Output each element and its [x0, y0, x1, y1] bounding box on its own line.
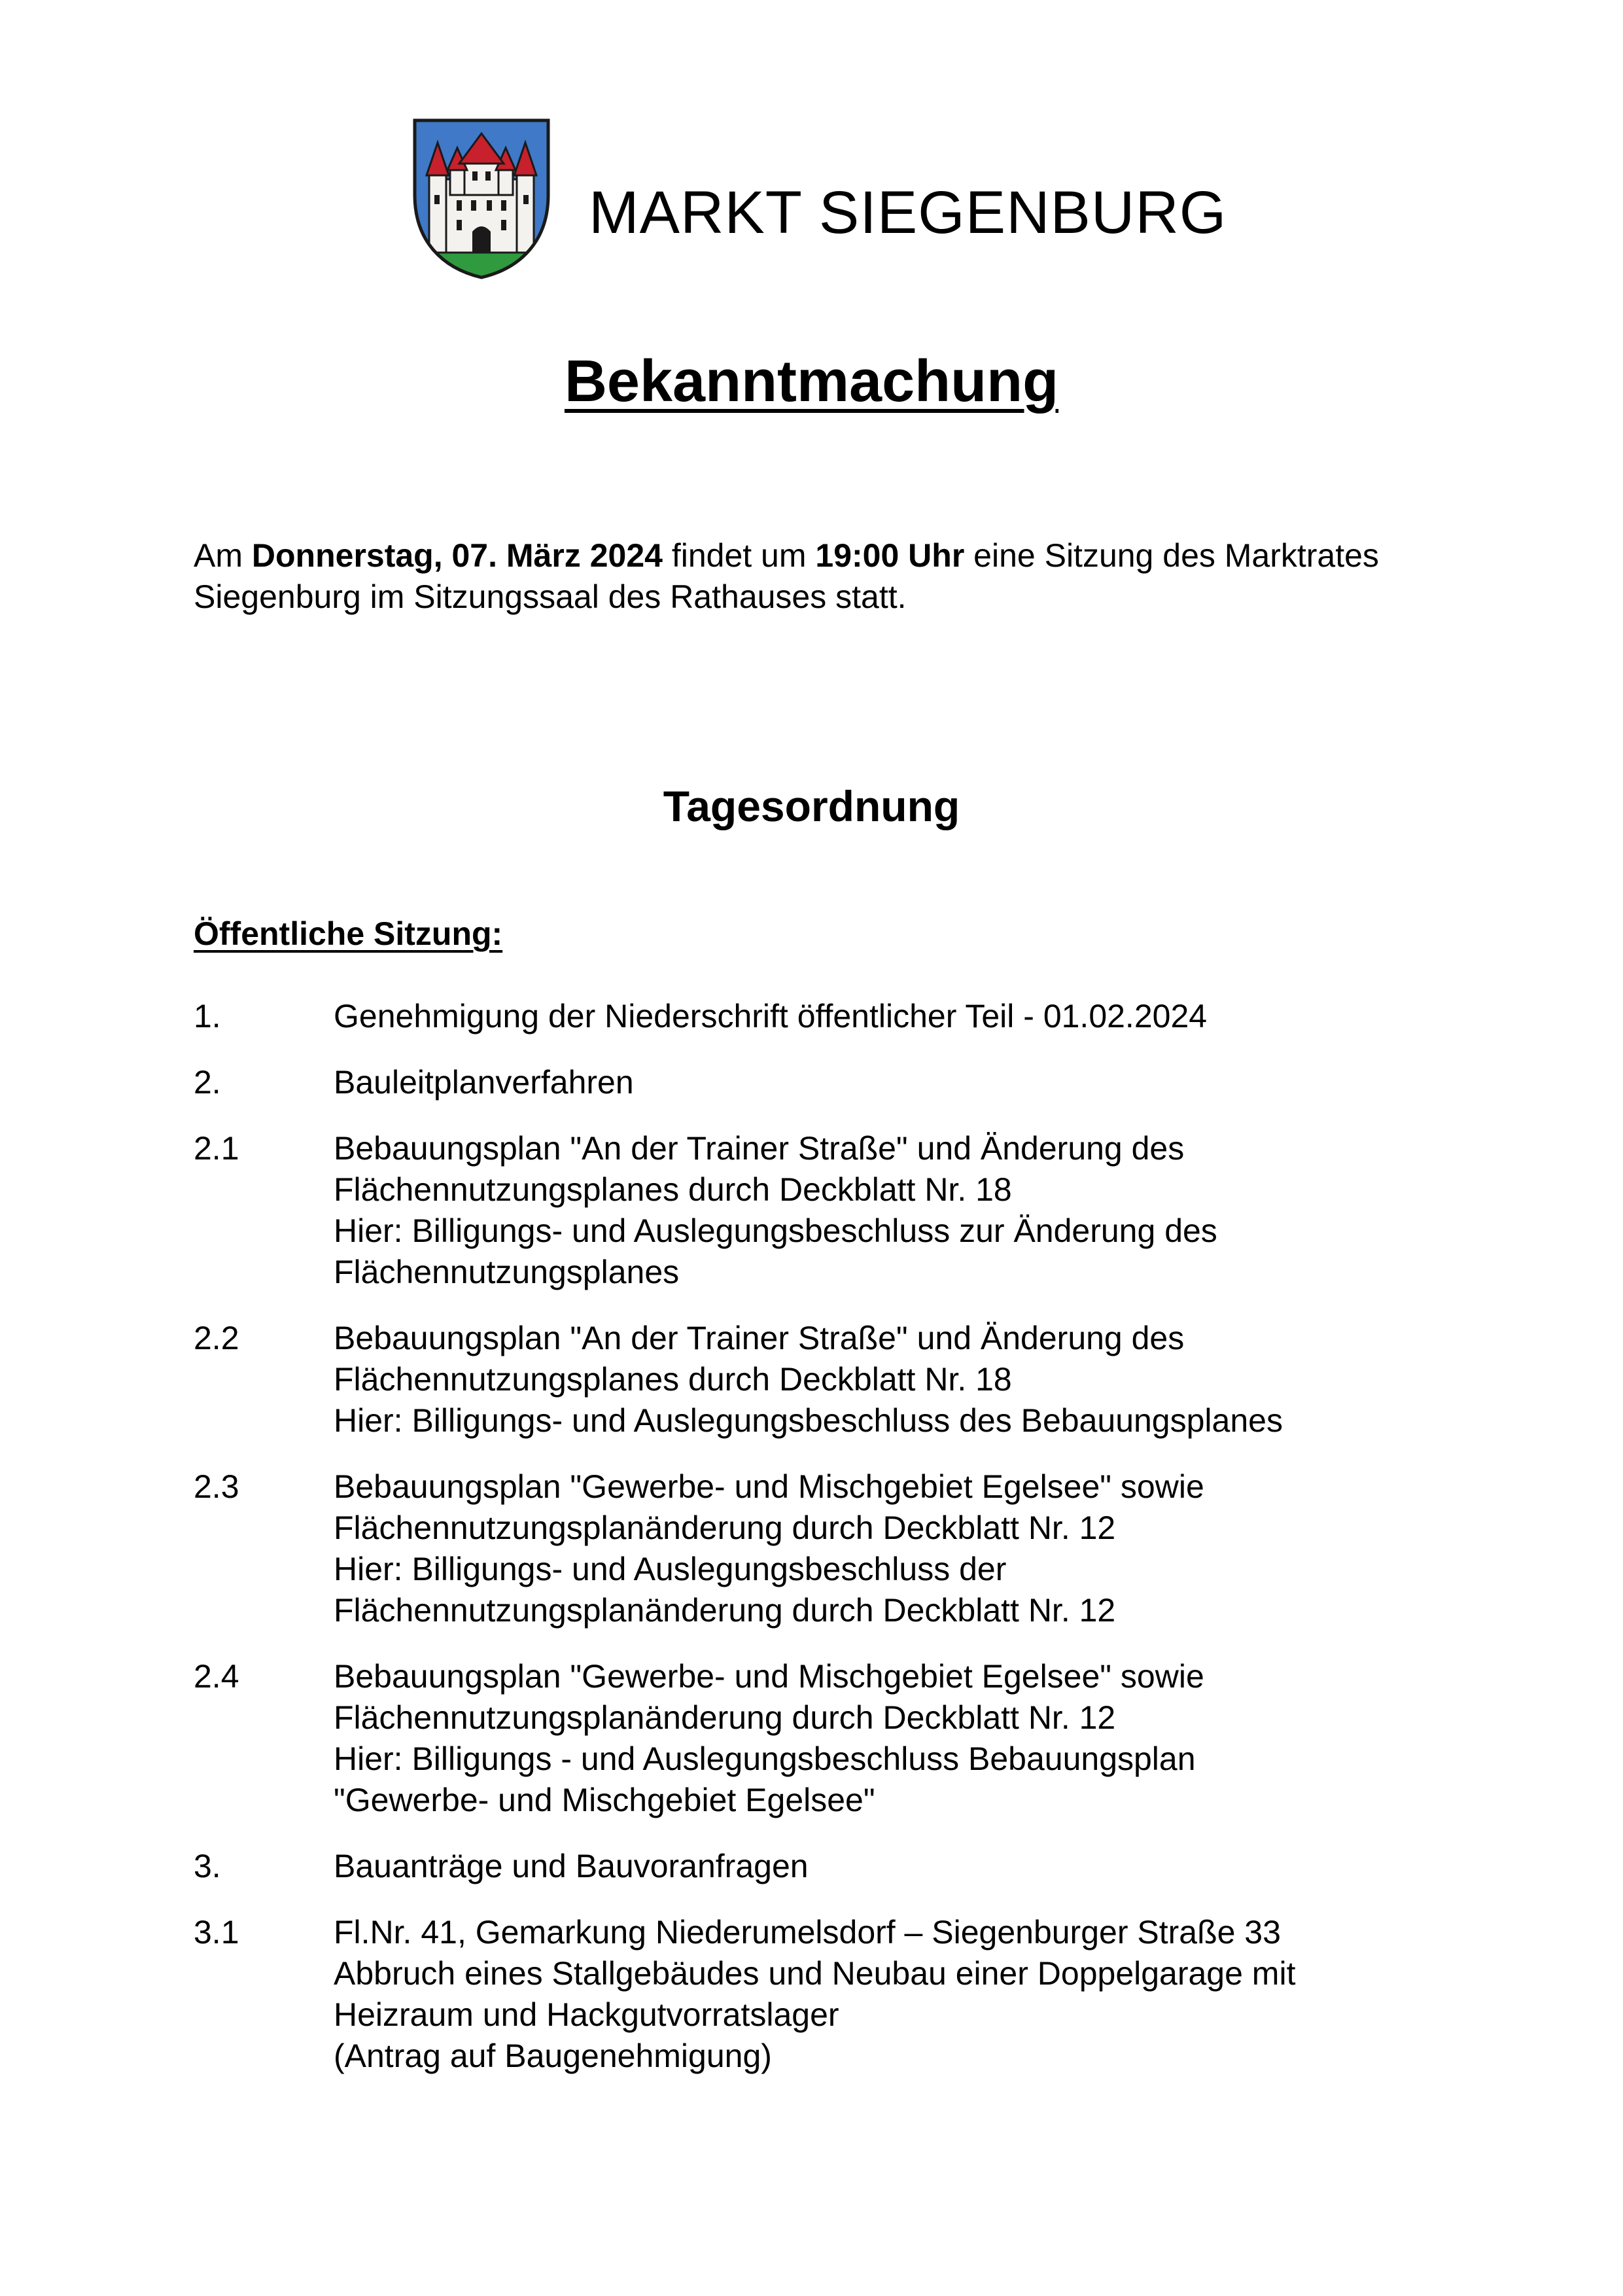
agenda-item-line: Flächennutzungsplanänderung durch Deckblatt Nr. 12	[334, 1592, 1116, 1629]
agenda-item	[194, 996, 1437, 1037]
agenda-item	[194, 1656, 1437, 1821]
town-name: MARKT SIEGENBURG	[589, 179, 1227, 246]
agenda-item-line: Heizraum und Hackgutvorratslager	[334, 1996, 839, 2033]
agenda-item-number: 2.2	[194, 1320, 239, 1356]
agenda-item-line: Flächennutzungsplanes durch Deckblatt Nr. 18	[334, 1361, 1012, 1398]
agenda-item-number: 2.1	[194, 1130, 239, 1167]
agenda-item-number: 2.	[194, 1064, 221, 1101]
agenda-item-line: Bauleitplanverfahren	[334, 1064, 634, 1101]
agenda-item-line: Flächennutzungsplanes durch Deckblatt Nr. 18	[334, 1171, 1012, 1208]
agenda-item	[194, 1912, 1437, 2077]
agenda-item-number: 3.1	[194, 1914, 239, 1951]
agenda-item-line: "Gewerbe- und Mischgebiet Egelsee"	[334, 1782, 875, 1818]
agenda-item	[194, 1466, 1437, 1631]
agenda-item-line: Flächennutzungsplanänderung durch Deckblatt Nr. 12	[334, 1510, 1116, 1546]
agenda-item-line: Bebauungsplan "Gewerbe- und Mischgebiet Egelsee" sowie	[334, 1658, 1204, 1695]
agenda-item-line: Hier: Billigungs- und Auslegungsbeschluss des Bebauungsplanes	[334, 1402, 1283, 1439]
agenda-item-line: Abbruch eines Stallgebäudes und Neubau einer Doppelgarage mit	[334, 1955, 1296, 1992]
agenda-item-text	[334, 1466, 1437, 1631]
meeting-date: Donnerstag, 07. März 2024	[251, 537, 663, 574]
agenda-item-text	[334, 1912, 1437, 2077]
intro-text: Am	[194, 537, 252, 574]
agenda-item-line: Bauanträge und Bauvoranfragen	[334, 1848, 809, 1884]
agenda-item-number: 3.	[194, 1848, 221, 1884]
coat-of-arms-castle-icon	[410, 116, 553, 280]
agenda-item-line: Flächennutzungsplanes	[334, 1254, 680, 1290]
agenda-item	[194, 1846, 1437, 1887]
agenda-item-line: Bebauungsplan "An der Trainer Straße" und Änderung des	[334, 1130, 1185, 1167]
agenda-item-line: Hier: Billigungs - und Auslegungsbeschluss Bebauungsplan	[334, 1740, 1196, 1777]
document-title: Bekanntmachung	[564, 349, 1059, 414]
agenda-title: Tagesordnung	[663, 782, 960, 830]
agenda-item-text	[334, 1656, 1437, 1821]
agenda-item-line: Fl.Nr. 41, Gemarkung Niederumelsdorf – Siegenburger Straße 33	[334, 1914, 1281, 1951]
agenda-item	[194, 1062, 1437, 1103]
agenda-item-line: Bebauungsplan "Gewerbe- und Mischgebiet Egelsee" sowie	[334, 1468, 1204, 1505]
agenda-item-line: Hier: Billigungs- und Auslegungsbeschluss der	[334, 1551, 1007, 1587]
section-title: Öffentliche Sitzung:	[194, 915, 503, 952]
agenda-item-text	[334, 1846, 1437, 1887]
agenda-item-number: 2.3	[194, 1468, 239, 1505]
agenda-item-number: 1.	[194, 998, 221, 1034]
agenda-item-line: Bebauungsplan "An der Trainer Straße" und Änderung des	[334, 1320, 1185, 1356]
agenda-list	[194, 996, 1437, 2102]
agenda-item-text	[334, 1128, 1437, 1293]
agenda-item-line: Hier: Billigungs- und Auslegungsbeschluss zur Änderung des	[334, 1212, 1217, 1249]
agenda-item	[194, 1318, 1437, 1441]
agenda-item-text	[334, 1062, 1437, 1103]
intro-text: findet um	[662, 537, 816, 574]
agenda-item-text	[334, 996, 1437, 1037]
agenda-item-line: (Antrag auf Baugenehmigung)	[334, 2038, 772, 2074]
intro-paragraph	[194, 535, 1437, 618]
agenda-item-number: 2.4	[194, 1658, 239, 1695]
agenda-item-text	[334, 1318, 1437, 1441]
meeting-time: 19:00 Uhr	[815, 537, 965, 574]
agenda-item-line: Flächennutzungsplanänderung durch Deckblatt Nr. 12	[334, 1699, 1116, 1736]
agenda-item	[194, 1128, 1437, 1293]
intro-text: eine Sitzung des Marktrates Siegenburg im Sitzungssaal des Rathauses statt.	[194, 537, 1379, 615]
agenda-item-line: Genehmigung der Niederschrift öffentlicher Teil - 01.02.2024	[334, 998, 1208, 1034]
